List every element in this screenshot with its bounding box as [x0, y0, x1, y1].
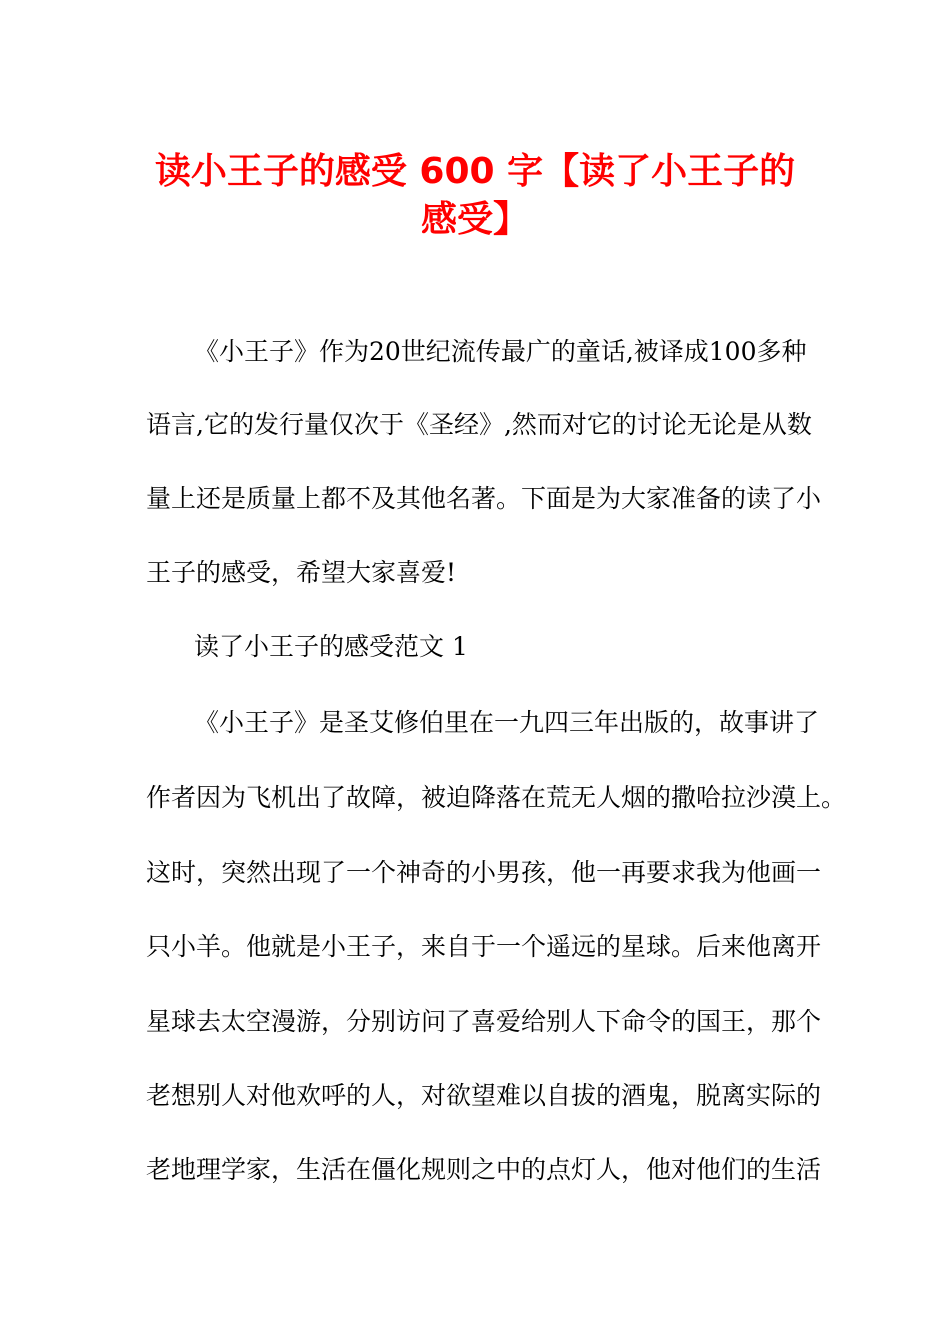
intro-line-4: 王子的感受，希望大家喜爱! [146, 558, 457, 587]
intro-line-2: 语言,它的发行量仅次于《圣经》,然而对它的讨论无论是从数 [146, 410, 812, 439]
body-line-3: 这时，突然出现了一个神奇的小男孩，他一再要求我为他画一 [146, 858, 822, 887]
body-line-4: 只小羊。他就是小王子，来自于一个遥远的星球。后来他离开 [146, 932, 822, 961]
intro-line-3: 量上还是质量上都不及其他名著。下面是为大家准备的读了小 [146, 484, 822, 513]
body-line-2: 作者因为飞机出了故障，被迫降落在荒无人烟的撒哈拉沙漠上。 [146, 783, 847, 812]
body-line-1: 《小王子》是圣艾修伯里在一九四三年出版的，故事讲了 [194, 708, 820, 737]
body-line-5: 星球去太空漫游，分别访问了喜爱给别人下命令的国王，那个 [146, 1007, 822, 1036]
section-heading: 读了小王子的感受范文 1 [194, 632, 468, 661]
body-line-7: 老地理学家，生活在僵化规则之中的点灯人，他对他们的生活 [146, 1155, 822, 1184]
body-line-6: 老想别人对他欢呼的人，对欲望难以自拔的酒鬼，脱离实际的 [146, 1081, 822, 1110]
document-title: 读小王子的感受 600 字【读了小王子的感受】 [154, 151, 796, 240]
intro-line-1: 《小王子》作为20世纪流传最广的童话,被译成100多种 [194, 337, 807, 366]
